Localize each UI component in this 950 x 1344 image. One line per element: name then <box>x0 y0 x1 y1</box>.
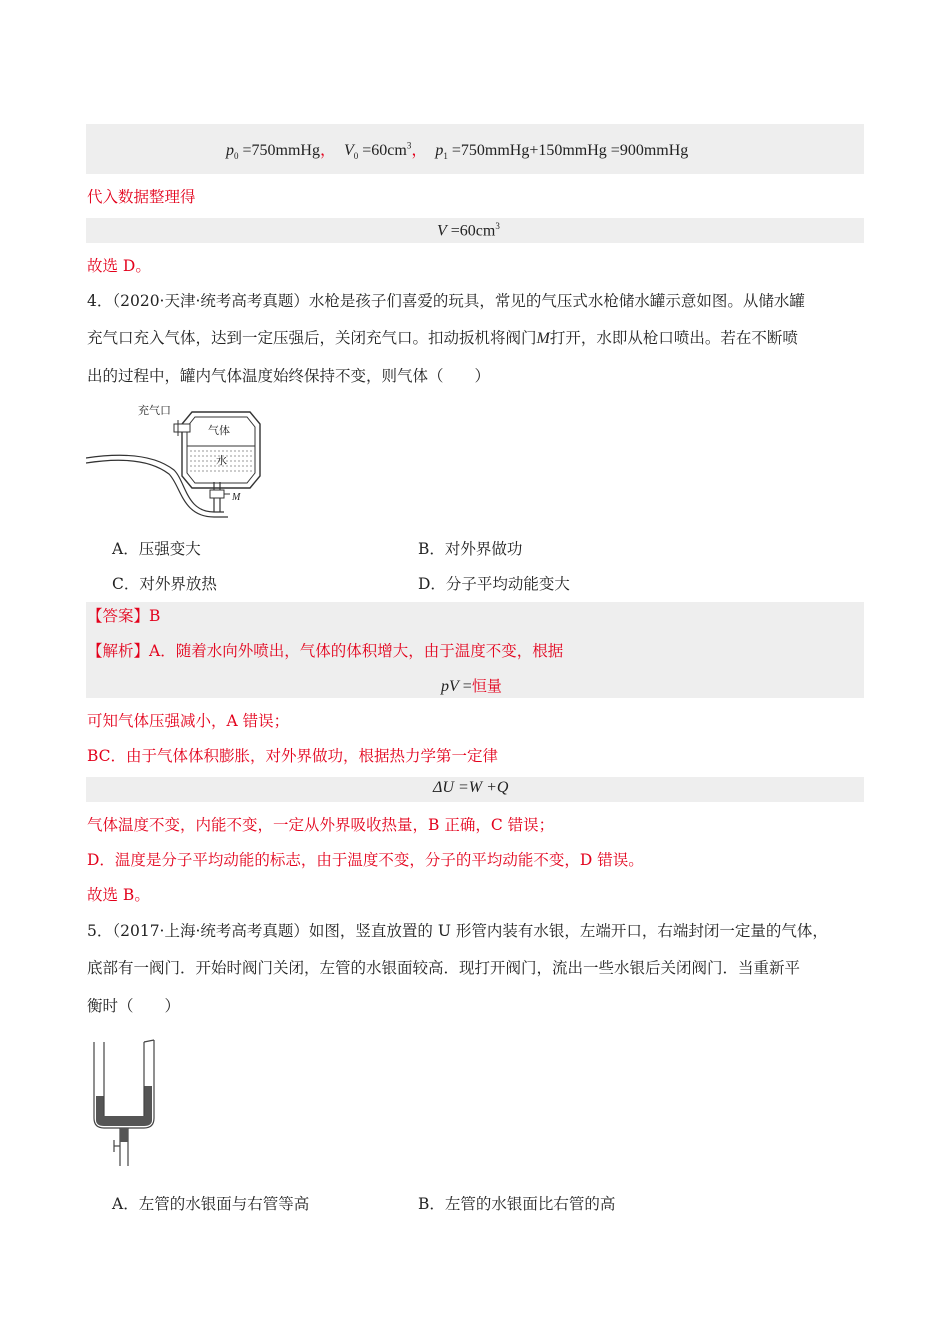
q4-option-c[interactable]: C．对外界放热 <box>112 575 217 593</box>
q4-analysis-1: 【解析】A．随着水向外喷出，气体的体积增大，由于温度不变，根据 <box>87 642 564 660</box>
q5-line-2: 底部有一阀门．开始时阀门关闭，左管的水银面较高．现打开阀门，流出一些水银后关闭阀门．当重新平 <box>87 959 801 977</box>
q4-option-d[interactable]: D．分子平均动能变大 <box>418 575 570 593</box>
label-gas: 气体 <box>208 424 230 437</box>
q5-option-b[interactable]: B．左管的水银面比右管的高 <box>418 1195 616 1213</box>
q5-line-1: 5．（2017·上海·统考高考真题）如图，竖直放置的 U 形管内装有水银，左端开口，右端封闭一定量的气体， <box>87 922 828 940</box>
formula-volume-result: $V =60cm^3$ <box>437 221 500 240</box>
q4-answer: 【答案】B <box>87 607 161 625</box>
q4-option-a[interactable]: A．压强变大 <box>112 540 201 558</box>
q4-analysis-3: BC．由于气体体积膨胀，对外界做功，根据热力学第一定律 <box>87 747 499 765</box>
step-substitute: 代入数据整理得 <box>87 188 196 206</box>
formula-pv-constant: pV =恒量 <box>441 677 502 695</box>
label-valve-m: M <box>232 492 241 503</box>
conclusion-q4: 故选 B。 <box>87 886 150 904</box>
label-water: 水 <box>216 454 227 467</box>
q5-line-3: 衡时（ ） <box>87 997 181 1015</box>
q4-analysis-4: 气体温度不变，内能不变，一定从外界吸收热量，B 正确，C 错误； <box>87 816 555 834</box>
u-tube-figure <box>88 1036 160 1170</box>
formula-initial-conditions: $p_0$ =750mmHg， $V_0 =60cm^3$， $p_1$ =750mmHg+150mmHg =900mmHg <box>226 140 689 162</box>
q4-line-1: 4．（2020·天津·统考高考真题）水枪是孩子们喜爱的玩具，常见的气压式水枪储水罐示意如图。从储水罐 <box>87 292 805 310</box>
water-gun-tank-figure <box>86 400 266 520</box>
conclusion-q3: 故选 D。 <box>87 257 151 275</box>
q4-option-b[interactable]: B．对外界做功 <box>418 540 523 558</box>
q4-line-2: 充气口充入气体，达到一定压强后，关闭充气口。扣动扳机将阀门M打开，水即从枪口喷出。若在不断喷 <box>87 329 798 347</box>
q5-option-a[interactable]: A．左管的水银面与右管等高 <box>112 1195 310 1213</box>
q4-line-3: 出的过程中，罐内气体温度始终保持不变，则气体（ ） <box>87 367 491 385</box>
label-inlet: 充气口 <box>138 404 171 417</box>
q4-analysis-2: 可知气体压强减小，A 错误； <box>87 712 290 730</box>
q4-analysis-5: D．温度是分子平均动能的标志，由于温度不变，分子的平均动能不变，D 错误。 <box>87 851 644 869</box>
formula-first-law: ΔU =W +Q <box>433 779 509 796</box>
